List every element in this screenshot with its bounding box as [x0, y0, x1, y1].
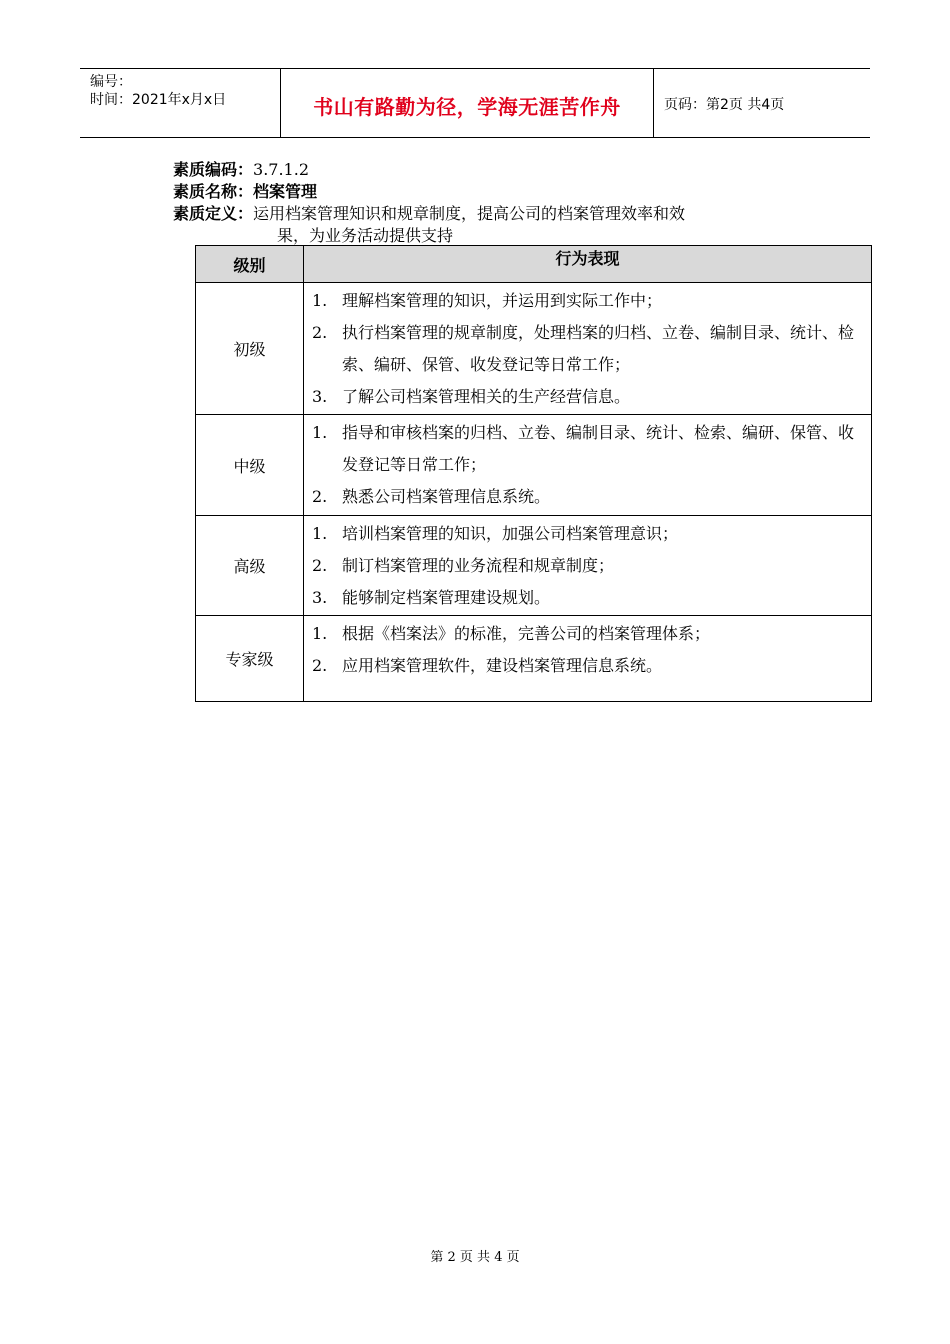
behavior-list	[304, 283, 871, 419]
level-cell: 初级	[196, 283, 304, 414]
level-cell: 中级	[196, 415, 304, 515]
list-item	[312, 582, 863, 614]
list-item-text: 培训档案管理的知识，加强公司档案管理意识；	[342, 524, 679, 543]
behavior-list	[304, 415, 871, 519]
list-item	[312, 317, 863, 381]
list-item-text: 执行档案管理的规章制度，处理档案的归档、立卷、编制目录、统计、检索、编研、保管、收发登记等日常工作；	[342, 323, 855, 374]
list-item-text: 指导和审核档案的归档、立卷、编制目录、统计、检索、编研、保管、收发登记等日常工作；	[342, 423, 855, 474]
list-item-text: 根据《档案法》的标准，完善公司的档案管理体系；	[342, 624, 711, 643]
list-item-text: 制订档案管理的业务流程和规章制度；	[342, 556, 615, 575]
list-item-number: 1.	[312, 624, 328, 643]
competency-definition-label: 素质定义：	[173, 204, 254, 223]
header-page-number: 页码：第2页 共4页	[664, 97, 785, 113]
header-page-cell	[654, 69, 870, 137]
behavior-list	[304, 516, 871, 620]
column-header-behavior: 行为表现	[555, 249, 620, 268]
list-item	[312, 285, 863, 317]
list-item-number: 1.	[312, 423, 328, 442]
list-item-number: 1.	[312, 291, 328, 310]
list-item-number: 2.	[312, 487, 328, 506]
competency-code-value: 3.7.1.2	[253, 160, 309, 179]
list-item-text: 了解公司档案管理相关的生产经营信息。	[342, 387, 631, 406]
list-item-text: 理解档案管理的知识，并运用到实际工作中；	[342, 291, 663, 310]
behavior-list	[304, 616, 871, 688]
list-item-number: 2.	[312, 656, 328, 675]
list-item-text: 能够制定档案管理建设规划。	[342, 588, 551, 607]
table-row	[196, 414, 871, 515]
level-cell: 高级	[196, 516, 304, 615]
list-item	[312, 550, 863, 582]
document-number-label: 编号：	[90, 74, 132, 90]
list-item	[312, 381, 863, 413]
behavior-cell	[304, 283, 871, 419]
level-cell: 专家级	[196, 616, 304, 701]
document-header	[80, 68, 870, 138]
behavior-cell	[304, 516, 871, 620]
header-meta-cell	[80, 69, 281, 137]
column-header-level: 级别	[196, 246, 304, 282]
motto-text: 书山有路勤为径，学海无涯苦作舟	[313, 95, 621, 119]
behavior-cell	[304, 616, 871, 688]
list-item-number: 3.	[312, 387, 328, 406]
competency-code-label: 素质编码：	[173, 160, 254, 179]
list-item-number: 2.	[312, 323, 328, 342]
list-item-text: 熟悉公司档案管理信息系统。	[342, 487, 551, 506]
page-footer: 第 2 页 共 4 页	[430, 1250, 520, 1265]
competency-name-value: 档案管理	[253, 182, 318, 201]
list-item	[312, 618, 863, 650]
competency-definition	[173, 204, 685, 224]
list-item-number: 2.	[312, 556, 328, 575]
list-item	[312, 518, 863, 550]
behavior-cell	[304, 415, 871, 519]
list-item-number: 1.	[312, 524, 328, 543]
table-row	[196, 282, 871, 414]
table-row	[196, 615, 871, 701]
document-time-label: 时间：2021年x月x日	[90, 92, 227, 108]
list-item	[312, 417, 863, 481]
list-item-text: 应用档案管理软件，建设档案管理信息系统。	[342, 656, 663, 675]
competency-name	[173, 182, 317, 202]
competency-code	[173, 160, 309, 180]
header-motto-cell	[281, 69, 654, 137]
table-row	[196, 515, 871, 615]
competency-definition-line1: 运用档案管理知识和规章制度，提高公司的档案管理效率和效	[253, 204, 686, 223]
table-header-row	[196, 246, 871, 282]
list-item-number: 3.	[312, 588, 328, 607]
competency-definition-line2: 果，为业务活动提供支持	[277, 226, 454, 245]
list-item	[312, 650, 863, 682]
list-item	[312, 481, 863, 513]
competency-name-label: 素质名称：	[173, 182, 254, 201]
behavior-table	[195, 245, 872, 702]
